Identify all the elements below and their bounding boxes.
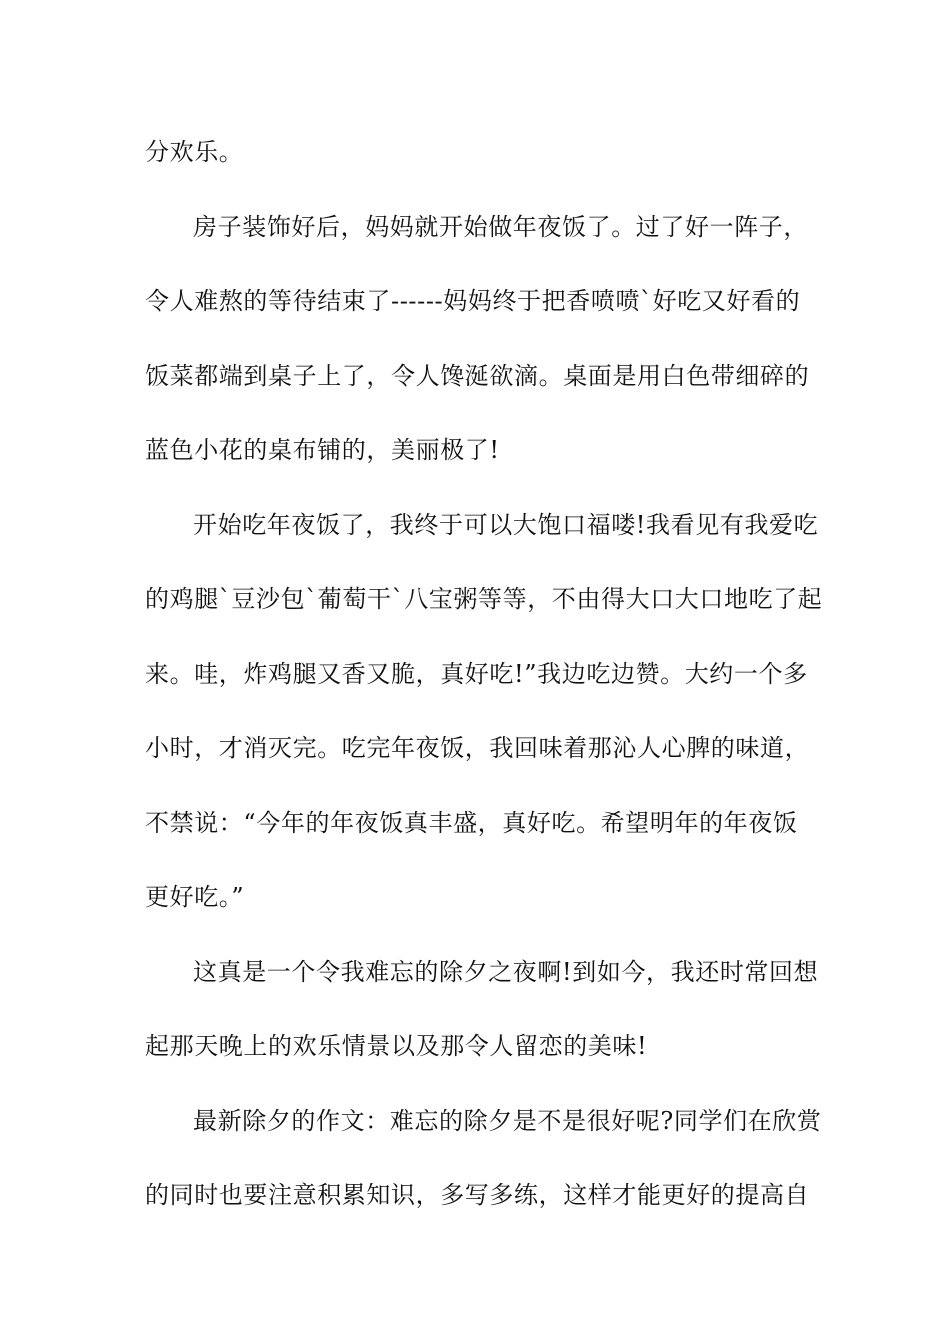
text-line-5: 蓝色小花的桌布铺的，美丽极了! bbox=[145, 436, 500, 464]
text-line-7: 的鸡腿`豆沙包`葡萄干`八宝粥等等，不由得大口大口地吃了起 bbox=[145, 585, 823, 613]
text-line-14: 最新除夕的作文：难忘的除夕是不是很好呢?同学们在欣赏 bbox=[193, 1107, 822, 1135]
text-line-4: 饭菜都端到桌子上了，令人馋涎欲滴。桌面是用白色带细碎的 bbox=[145, 362, 810, 390]
text-line-6: 开始吃年夜饭了，我终于可以大饱口福喽!我看见有我爱吃 bbox=[193, 511, 819, 539]
text-line-13: 起那天晚上的欢乐情景以及那令人留恋的美味! bbox=[145, 1032, 648, 1060]
text-line-1: 分欢乐。 bbox=[145, 138, 244, 166]
text-line-2: 房子装饰好后，妈妈就开始做年夜饭了。过了好一阵子， bbox=[193, 213, 808, 241]
text-line-9: 小时，才消灭完。吃完年夜饭，我回味着那沁人心脾的味道， bbox=[145, 734, 810, 762]
text-line-3: 令人难熬的等待结束了------妈妈终于把香喷喷`好吃又好看的 bbox=[145, 287, 801, 315]
text-line-11: 更好吃。” bbox=[145, 883, 245, 911]
text-line-10: 不禁说：“今年的年夜饭真丰盛，真好吃。希望明年的年夜饭 bbox=[145, 809, 798, 837]
text-line-12: 这真是一个令我难忘的除夕之夜啊!到如今，我还时常回想 bbox=[193, 958, 819, 986]
text-line-15: 的同时也要注意积累知识，多写多练，这样才能更好的提高自 bbox=[145, 1181, 810, 1209]
text-line-8: 来。哇，炸鸡腿又香又脆，真好吃!”我边吃边赞。大约一个多 bbox=[145, 660, 808, 688]
